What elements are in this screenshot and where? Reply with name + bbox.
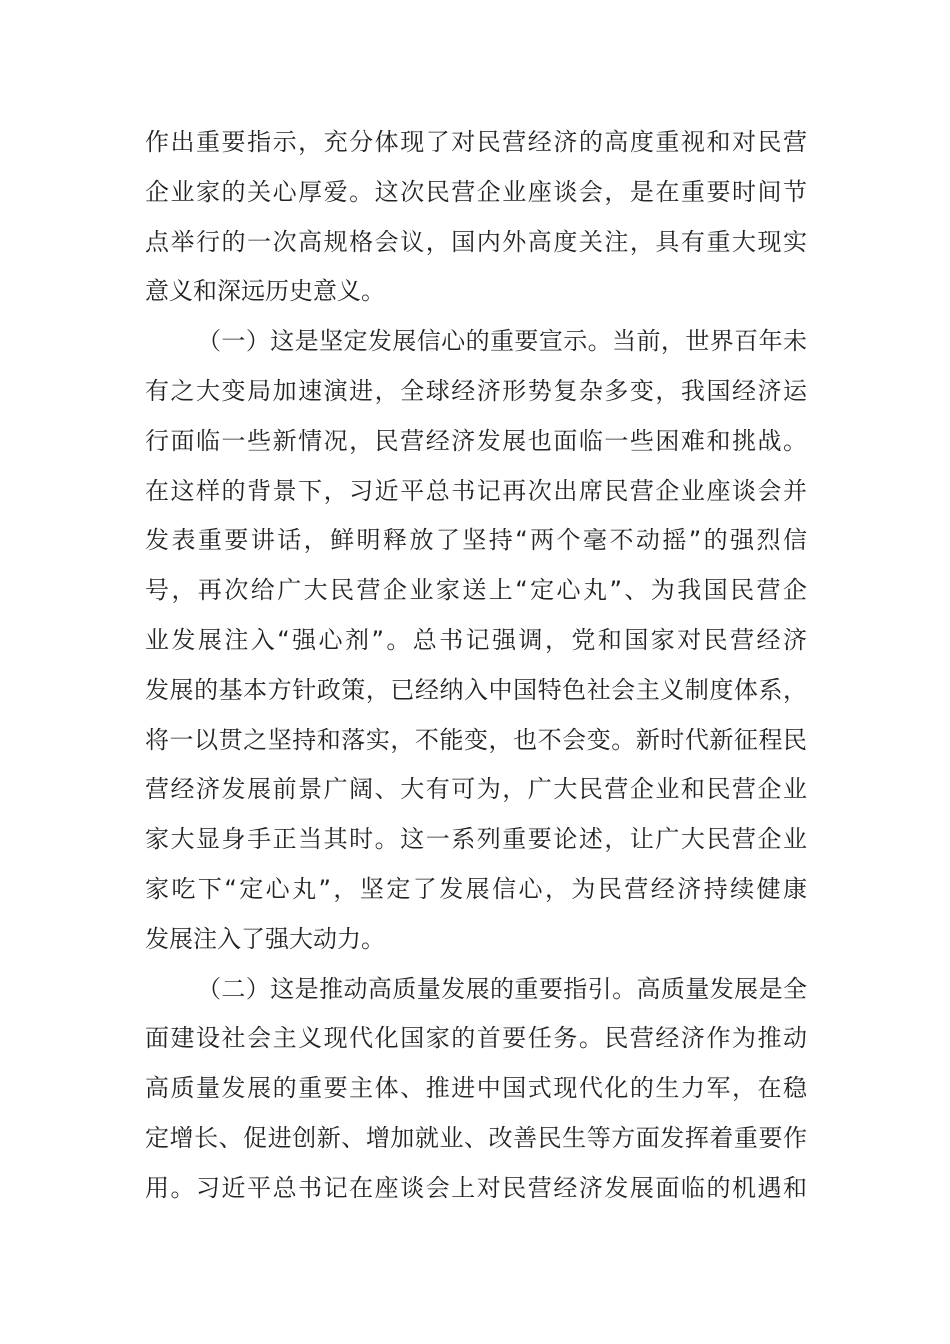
text-line: 定增长、促进创新、增加就业、改善民生等方面发挥着重要作 bbox=[145, 1123, 807, 1152]
text-line: 点举行的一次高规格会议，国内外高度关注，具有重大现实 bbox=[145, 227, 807, 256]
text-line: 号，再次给广大民营企业家送上“定心丸”、为我国民营企 bbox=[145, 576, 807, 605]
text-line: 意义和深远历史意义。 bbox=[145, 277, 385, 306]
text-line: 发展注入了强大动力。 bbox=[145, 924, 385, 953]
text-line: 家吃下“定心丸”，坚定了发展信心，为民营经济持续健康 bbox=[145, 874, 807, 903]
text-line: 有之大变局加速演进，全球经济形势复杂多变，我国经济运 bbox=[145, 376, 807, 405]
text-line: 面建设社会主义现代化国家的首要任务。民营经济作为推动 bbox=[145, 1024, 807, 1053]
paragraph bbox=[145, 965, 807, 1214]
text-line: 高质量发展的重要主体、推进中国式现代化的生力军，在稳 bbox=[145, 1074, 807, 1103]
paragraph bbox=[145, 317, 807, 964]
text-line: 业发展注入“强心剂”。总书记强调，党和国家对民营经济 bbox=[145, 625, 807, 654]
text-line: 企业家的关心厚爱。这次民营企业座谈会，是在重要时间节 bbox=[145, 177, 807, 206]
text-line: 用。习近平总书记在座谈会上对民营经济发展面临的机遇和 bbox=[145, 1173, 807, 1202]
text-line: （二）这是推动高质量发展的重要指引。高质量发展是全 bbox=[197, 974, 807, 1003]
document-body bbox=[145, 118, 807, 1214]
text-line: （一）这是坚定发展信心的重要宣示。当前，世界百年未 bbox=[197, 327, 807, 356]
text-line: 在这样的背景下，习近平总书记再次出席民营企业座谈会并 bbox=[145, 476, 807, 505]
paragraph bbox=[145, 118, 807, 317]
text-line: 家大显身手正当其时。这一系列重要论述，让广大民营企业 bbox=[145, 825, 807, 854]
text-line: 将一以贯之坚持和落实，不能变，也不会变。新时代新征程民 bbox=[145, 725, 807, 754]
text-line: 作出重要指示，充分体现了对民营经济的高度重视和对民营 bbox=[145, 128, 807, 156]
text-line: 行面临一些新情况，民营经济发展也面临一些困难和挑战。 bbox=[145, 426, 807, 455]
text-line: 发展的基本方针政策，已经纳入中国特色社会主义制度体系， bbox=[145, 675, 807, 704]
text-line: 营经济发展前景广阔、大有可为，广大民营企业和民营企业 bbox=[145, 775, 807, 804]
text-line: 发表重要讲话，鲜明释放了坚持“两个毫不动摇”的强烈信 bbox=[145, 526, 807, 555]
